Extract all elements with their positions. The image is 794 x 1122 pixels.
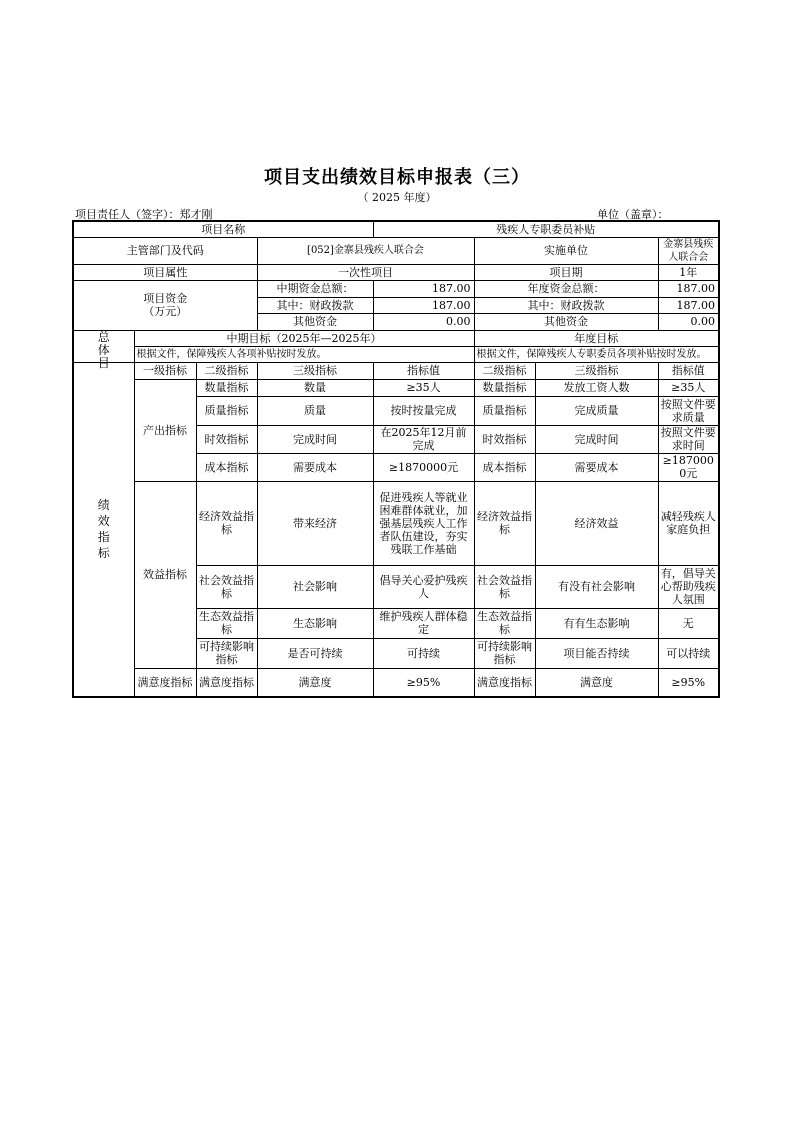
l3-cell: 生态影响 <box>257 608 373 638</box>
dept-value: [052]金寨县残疾人联合会 <box>257 237 474 264</box>
col-level1-header: 一级指标 <box>134 362 196 379</box>
value-cell: 维护残疾人群体稳定 <box>373 608 474 638</box>
year-other-value: 0.00 <box>658 313 719 330</box>
year-l2-cell: 社会效益指标 <box>474 565 535 608</box>
perf-indicator-label: 绩效指标 <box>73 362 134 697</box>
l3-cell: 社会影响 <box>257 565 373 608</box>
value-cell: 按时按量完成 <box>373 396 474 425</box>
form-title: 项目支出绩效目标申报表（三） <box>264 167 530 188</box>
l2-cell: 数量指标 <box>196 379 257 396</box>
year-value-cell: 可以持续 <box>658 638 719 668</box>
year-value-cell: 减轻残疾人家庭负担 <box>658 481 719 565</box>
year-l3-cell: 有有生态影响 <box>535 608 658 638</box>
year-l2-cell: 经济效益指标 <box>474 481 535 565</box>
l2-cell: 生态效益指标 <box>196 608 257 638</box>
year-l3-cell: 需要成本 <box>535 453 658 481</box>
year-goal-header: 年度目标 <box>474 330 719 347</box>
year-l3-cell: 满意度 <box>535 668 658 697</box>
year-l3-cell: 发放工资人数 <box>535 379 658 396</box>
value-cell: ≥1870000元 <box>373 453 474 481</box>
fund-label-line2: （万元） <box>143 305 188 318</box>
satisfaction-indicator-label: 满意度指标 <box>134 668 196 697</box>
value-cell: 促进残疾人等就业困难群体就业，加强基层残疾人工作者队伍建设，夯实残联工作基础 <box>373 481 474 565</box>
year-total-value: 187.00 <box>658 280 719 297</box>
mid-fiscal-value: 187.00 <box>373 297 474 313</box>
table-row <box>73 379 719 396</box>
year-fiscal-value: 187.00 <box>658 297 719 313</box>
overall-goal-label: 总体目 <box>73 330 134 362</box>
col-year-level2-header: 二级指标 <box>474 362 535 379</box>
l2-cell: 成本指标 <box>196 453 257 481</box>
year-l3-cell: 项目能否持续 <box>535 638 658 668</box>
project-period-label: 项目期 <box>474 264 658 280</box>
project-attr-value: 一次性项目 <box>257 264 474 280</box>
output-indicator-label: 产出指标 <box>134 379 196 481</box>
year-fiscal-label: 其中：财政拨款 <box>474 297 658 313</box>
year-l2-cell: 成本指标 <box>474 453 535 481</box>
year-value-cell: ≥1870000元 <box>658 453 719 481</box>
l3-cell: 是否可持续 <box>257 638 373 668</box>
col-level2-header: 二级指标 <box>196 362 257 379</box>
project-attr-label: 项目属性 <box>73 264 257 280</box>
year-goal-text: 根据文件，保障残疾人专职委员各项补贴按时发放。 <box>474 347 719 362</box>
project-name-label: 项目名称 <box>73 221 373 237</box>
year-l3-cell: 完成质量 <box>535 396 658 425</box>
l3-cell: 带来经济 <box>257 481 373 565</box>
table-row <box>73 668 719 697</box>
benefit-indicator-label: 效益指标 <box>134 481 196 668</box>
year-l3-cell: 经济效益 <box>535 481 658 565</box>
year-value-cell: 无 <box>658 608 719 638</box>
col-year-level3-header: 三级指标 <box>535 362 658 379</box>
unit-seal: 单位（盖章）： <box>597 208 669 221</box>
l2-cell: 可持续影响指标 <box>196 638 257 668</box>
year-total-label: 年度资金总额： <box>474 280 658 297</box>
mid-goal-header: 中期目标（2025年—2025年） <box>134 330 474 347</box>
mid-other-label: 其他资金 <box>257 313 373 330</box>
year-other-label: 其他资金 <box>474 313 658 330</box>
table-row <box>73 481 719 565</box>
year-l3-cell: 完成时间 <box>535 425 658 453</box>
project-name-value: 残疾人专职委员补贴 <box>373 221 719 237</box>
l3-cell: 完成时间 <box>257 425 373 453</box>
l3-cell: 满意度 <box>257 668 373 697</box>
performance-form-table <box>72 220 720 698</box>
year-value-cell: ≥35人 <box>658 379 719 396</box>
mid-goal-text: 根据文件，保障残疾人各项补贴按时发放。 <box>134 347 474 362</box>
year-value-cell: 有，倡导关心帮助残疾人氛围 <box>658 565 719 608</box>
impl-unit-label: 实施单位 <box>474 237 658 264</box>
col-value-header: 指标值 <box>373 362 474 379</box>
year-l2-cell: 质量指标 <box>474 396 535 425</box>
form-year: （ 2025 年度） <box>357 191 437 204</box>
mid-total-value: 187.00 <box>373 280 474 297</box>
l3-cell: 质量 <box>257 396 373 425</box>
l2-cell: 满意度指标 <box>196 668 257 697</box>
value-cell: 倡导关心爱护残疾人 <box>373 565 474 608</box>
value-cell: 在2025年12月前完成 <box>373 425 474 453</box>
l3-cell: 数量 <box>257 379 373 396</box>
responsible-person: 项目责任人（签字）：郑才刚 <box>75 208 213 221</box>
year-l2-cell: 时效指标 <box>474 425 535 453</box>
project-period-value: 1年 <box>658 264 719 280</box>
dept-label: 主管部门及代码 <box>73 237 257 264</box>
impl-unit-value: 金寨县残疾人联合会 <box>658 237 719 264</box>
fund-label-line1: 项目资金 <box>143 292 188 305</box>
mid-fiscal-label: 其中：财政拨款 <box>257 297 373 313</box>
l2-cell: 时效指标 <box>196 425 257 453</box>
col-year-value-header: 指标值 <box>658 362 719 379</box>
year-value-cell: ≥95% <box>658 668 719 697</box>
year-l2-cell: 生态效益指标 <box>474 608 535 638</box>
l2-cell: 质量指标 <box>196 396 257 425</box>
mid-other-value: 0.00 <box>373 313 474 330</box>
l3-cell: 需要成本 <box>257 453 373 481</box>
year-value-cell: 按照文件要求质量 <box>658 396 719 425</box>
col-level3-header: 三级指标 <box>257 362 373 379</box>
year-l2-cell: 满意度指标 <box>474 668 535 697</box>
year-l3-cell: 有没有社会影响 <box>535 565 658 608</box>
year-value-cell: 按照文件要求时间 <box>658 425 719 453</box>
value-cell: ≥35人 <box>373 379 474 396</box>
value-cell: 可持续 <box>373 638 474 668</box>
year-l2-cell: 数量指标 <box>474 379 535 396</box>
l2-cell: 经济效益指标 <box>196 481 257 565</box>
project-fund-label <box>73 280 257 330</box>
mid-total-label: 中期资金总额： <box>257 280 373 297</box>
year-l2-cell: 可持续影响指标 <box>474 638 535 668</box>
l2-cell: 社会效益指标 <box>196 565 257 608</box>
value-cell: ≥95% <box>373 668 474 697</box>
